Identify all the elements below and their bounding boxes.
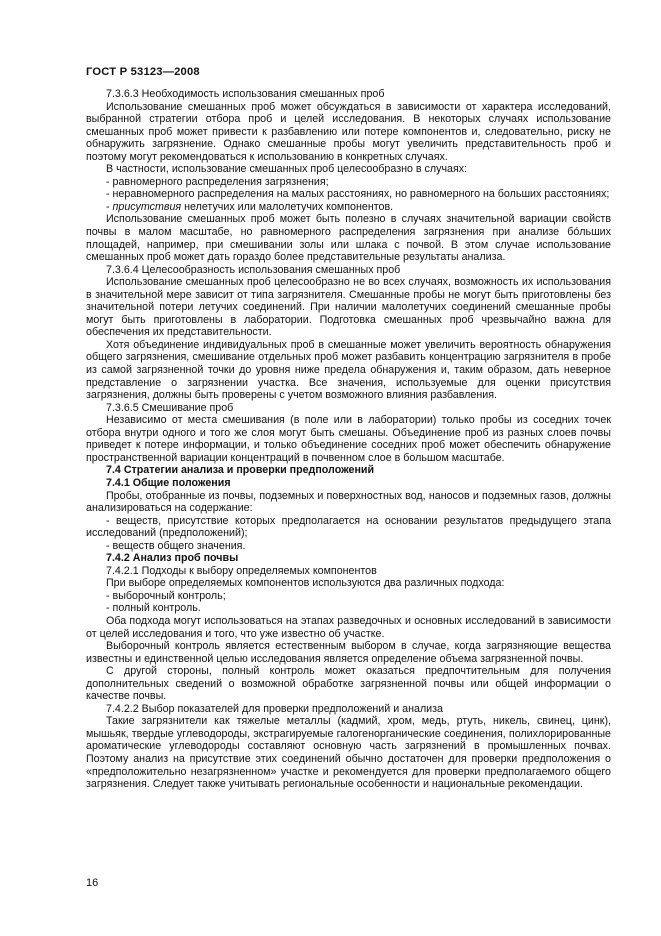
section-heading: 7.4.2.2 Выбор показателей для проверки предположений и анализа [106, 702, 443, 715]
paragraph: Хотя объединение индивидуальных проб в смешанные может увеличить вероятность обнаружения общего загрязнения, смешивание отдельных проб может разбавить концентрацию загрязнителя в пробе из самой загрязненной точки до уровня ниже предела обнаружения и, таким образом, дать неверное представление о загрязнении участка. Все значения, используемые для оценки присутствия загрязнения, должны быть проверены с учетом возможного влияния разбавления. [86, 338, 611, 402]
paragraph: Использование смешанных проб может обсуждаться в зависимости от характера исследований, выбранной стратегии отбора проб и целей исследования. В некоторых случаях использование смешанных проб может привести к разбавлению или потере компонентов и, следовательно, риску не обнаружить загрязнение. Однако смешанные пробы могут увеличить представительность проб и поэтому могут рекомендоваться к использованию в конкретных случаях. [86, 100, 611, 163]
paragraph: - веществ, присутствие которых предполагается на основании результатов предыдущего этапа исследований (предположений); [86, 514, 611, 540]
section-heading: 7.3.6.4 Целесообразность использования смешанных проб [106, 263, 401, 276]
paragraph: Выборочный контроль является естественным выбором в случае, когда загрязняющие вещества известны и единственной целью исследования является определение объема загрязненной почвы. [86, 640, 611, 665]
list-item: - присутствия нелетучих или малолетучих компонентов. [106, 200, 394, 213]
paragraph: - равномерного распределения загрязнения; [106, 175, 329, 188]
section-title: 7.4 Стратегии анализа и проверки предположений [106, 464, 375, 477]
section-heading: 7.3.6.5 Смешивание проб [106, 401, 234, 414]
paragraph: - неравномерного распределения на малых расстояниях, но равномерного на больших расстояниях; [106, 188, 610, 201]
paragraph: С другой стороны, полный контроль может оказаться предпочтительным для получения дополнительных сведений о возможной обработке загрязненной почвы или общей информации о качестве почвы. [86, 665, 611, 703]
paragraph: Пробы, отобранные из почвы, подземных и поверхностных вод, наносов и подземных газов, должны анализироваться на содержание: [86, 489, 611, 515]
section-heading: 7.3.6.3 Необходимость использования смешанных проб [106, 88, 385, 100]
paragraph: Оба подхода могут использоваться на этапах разведочных и основных исследований в зависимости от целей исследования и того, что уже известно об участке. [86, 614, 611, 640]
document-body [86, 88, 611, 791]
paragraph: В частности, использование смешанных проб целесообразно в случаях: [106, 163, 468, 176]
paragraph: - полный контроль. [106, 602, 201, 615]
document-header: ГОСТ Р 53123—2008 [86, 66, 200, 78]
paragraph: Такие загрязнители как тяжелые металлы (кадмий, хром, медь, ртуть, никель, свинец, цинк), мышьяк, твердые углеводороды, экстрагируемые галогенорганические соединения, полихлорированные ароматические углеводороды составляют основную часть загрязнений в промышленных почвах. Поэтому анализ на присутствие этих соединений обычно достаточен для проверки предположения о «предположительно незагрязненном» участке и рекомендуется для проверки предполагаемого общего загрязнения. Следует также учитывать региональные особенности и национальные рекомендации. [86, 715, 611, 791]
section-title: 7.4.2 Анализ проб почвы [106, 552, 239, 565]
paragraph: Использование смешанных проб может быть полезно в случаях значительной вариации свойств почвы в малом масштабе, но равномерного распределения загрязнения при анализе бóльших площадей, например, при смешивании золы или шлака с почвой. В этом случае использование смешанных проб может дать гораздо более представительные результаты анализа. [86, 213, 611, 264]
section-title: 7.4.1 Общие положения [106, 476, 231, 489]
paragraph: - выборочный контроль; [106, 589, 226, 602]
paragraph: Использование смешанных проб целесообразно не во всех случаях, возможность их использования в значительной мере зависит от типа загрязнителя. Смешанные пробы не могут быть приготовлены без значительной потери летучих соединений. При наличии малолетучих соединений смешанные пробы могут быть приготовлены в лаборатории. Подготовка смешанных проб чрезвычайно важна для обеспечения их представительности. [86, 276, 611, 339]
paragraph: При выборе определяемых компонентов используются два различных подхода: [106, 577, 505, 590]
section-heading: 7.4.2.1 Подходы к выбору определяемых компонентов [106, 564, 377, 577]
paragraph: Независимо от места смешивания (в поле или в лаборатории) только пробы из соседних точек отбора внутри одного и того же слоя могут быть смешаны. Объединение проб из разных слоев почвы приведет к потере информации, и только объединение соседних проб может обеспечить обнаружение пространственной вариации концентраций в почвенном слое в большом масштабе. [86, 414, 611, 464]
paragraph: - веществ общего значения. [106, 539, 246, 552]
page-number: 16 [86, 877, 99, 889]
